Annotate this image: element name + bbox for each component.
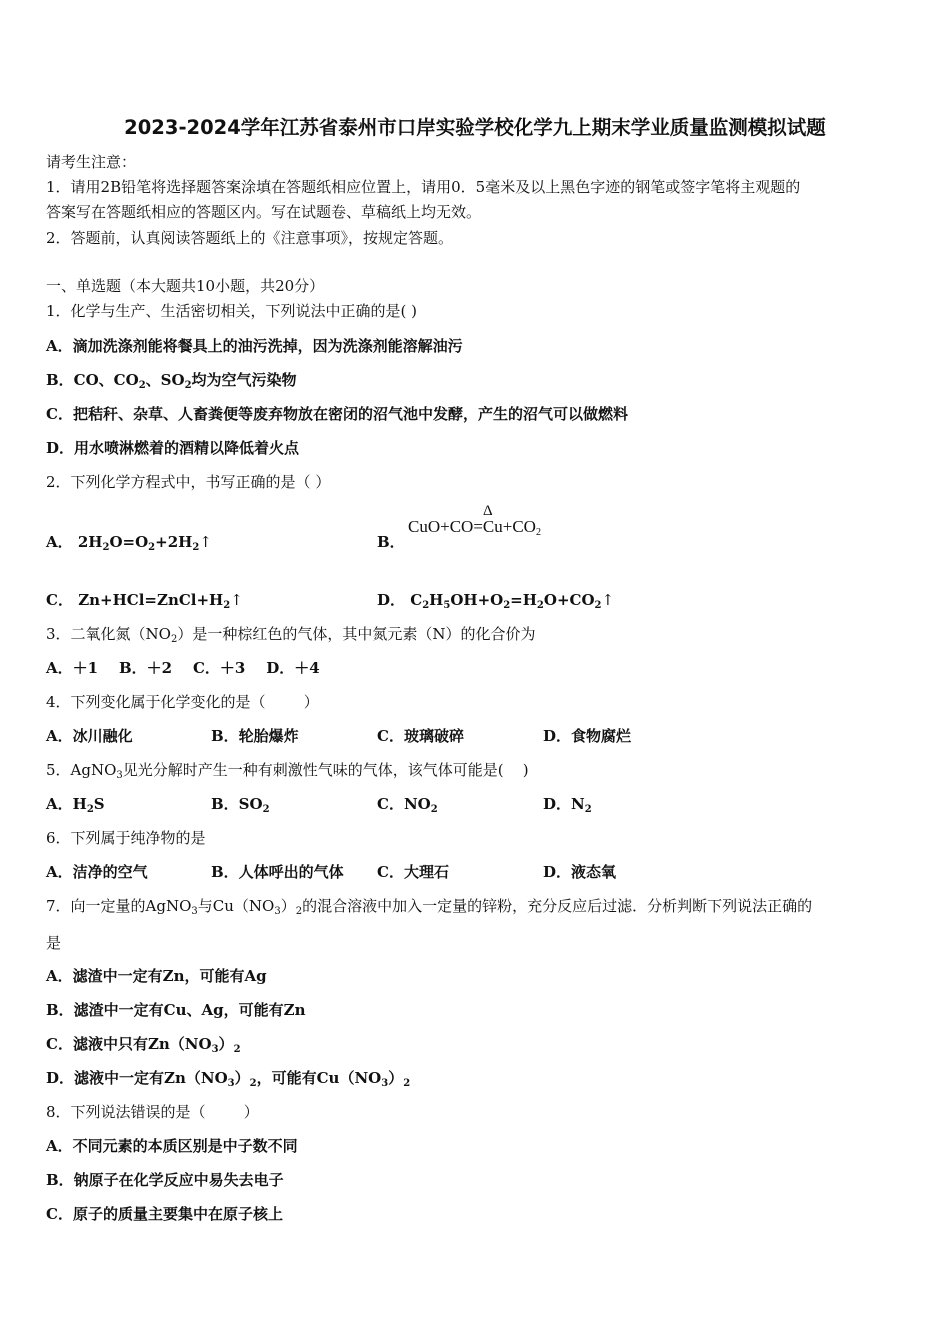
q7-stem-continued: 是 xyxy=(46,934,62,952)
q1-option-a: A．滴加洗涤剂能将餐具上的油污洗掉，因为洗涤剂能溶解油污 xyxy=(46,337,463,355)
q3-stem: 3．二氧化氮$(NO_2)$是一种棕红色的气体，其中氮元素（N）的化合价为 xyxy=(46,625,536,645)
q1-stem: 1．化学与生产、生活密切相关，下列说法中正确的是( ) xyxy=(46,302,418,320)
q2-option-b-label: B． xyxy=(377,533,405,551)
q2-option-b-equation: CuO+CO= Δ $Cu+CO_2$ xyxy=(408,503,541,538)
q2-option-d: D． $C_2H_5OH+O_2=H_2O+CO_2↑$ xyxy=(377,591,615,611)
notice-heading: 请考生注意： xyxy=(46,153,137,171)
q2-option-a: A． $2H_2O=O_2+2H_2↑$ xyxy=(46,533,212,553)
q4-option-d: D．食物腐烂 xyxy=(543,727,632,745)
notice-line-2: 答案写在答题纸相应的答题区内。写在试题卷、草稿纸上均无效。 xyxy=(46,203,482,221)
q7-option-d: D．滤液中一定有$Zn(NO_3)_2$，可能有$Cu(NO_3)_2$ xyxy=(46,1069,411,1089)
page-title: 2023-2024学年江苏省泰州市口岸实验学校化学九上期末学业质量监测模拟试题 xyxy=(124,116,826,139)
q7-option-c: C．滤液中只有$Zn(NO_3)_2$ xyxy=(46,1035,241,1055)
q1-option-b: B．CO、$CO_2$、$SO_2$均为空气污染物 xyxy=(46,371,297,391)
q8-option-a: A．不同元素的本质区别是中子数不同 xyxy=(46,1137,298,1155)
q8-option-b: B．钠原子在化学反应中易失去电子 xyxy=(46,1171,284,1189)
q1-option-c: C．把秸秆、杂草、人畜粪便等废弃物放在密闭的沼气池中发酵，产生的沼气可以做燃料 xyxy=(46,405,628,423)
q2-option-c: C． $Zn+HCl=ZnCl+H_2↑$ xyxy=(46,591,243,611)
q5-stem: 5．AgNO$_3$见光分解时产生一种有刺激性气味的气体，该气体可能是( ) xyxy=(46,761,529,781)
q7-option-b: B．滤渣中一定有Cu、Ag，可能有Zn xyxy=(46,1001,306,1019)
q8-option-c: C．原子的质量主要集中在原子核上 xyxy=(46,1205,283,1223)
q4-option-c: C．玻璃破碎 xyxy=(377,727,464,745)
q5-option-b: B．$SO_2$ xyxy=(211,795,270,815)
heat-delta-symbol: Δ xyxy=(483,503,493,519)
q7-stem: 7．向一定量的AgNO$_3$与$Cu(NO_3)_2$的混合溶液中加入一定量的锌粉，充分反应后过滤．分析判断下列说法正确的 xyxy=(46,897,813,917)
q6-option-a: A．洁净的空气 xyxy=(46,863,148,881)
q2-stem: 2．下列化学方程式中，书写正确的是（ ） xyxy=(46,473,331,491)
q3-options: A．＋1 B．＋2 C．＋3 D．＋4 xyxy=(46,659,320,677)
q4-stem: 4．下列变化属于化学变化的是（ ） xyxy=(46,693,319,711)
q1-option-d: D．用水喷淋燃着的酒精以降低着火点 xyxy=(46,439,300,457)
q6-option-d: D．液态氧 xyxy=(543,863,617,881)
q4-option-b: B．轮胎爆炸 xyxy=(211,727,299,745)
notice-line-1: 1．请用2B铅笔将选择题答案涂填在答题纸相应位置上，请用0．5毫米及以上黑色字迹的钢笔或签字笔将主观题的 xyxy=(46,178,801,196)
q5-option-c: C．$NO_2$ xyxy=(377,795,438,815)
notice-line-3: 2．答题前，认真阅读答题纸上的《注意事项》，按规定答题。 xyxy=(46,229,454,247)
q5-option-a: A．$H_2S$ xyxy=(46,795,105,815)
q6-option-b: B．人体呼出的气体 xyxy=(211,863,344,881)
q7-option-a: A．滤渣中一定有Zn，可能有Ag xyxy=(46,967,267,985)
section-heading: 一、单选题（本大题共10小题，共20分） xyxy=(46,277,325,295)
q5-option-d: D．$N_2$ xyxy=(543,795,592,815)
q8-stem: 8．下列说法错误的是（ ） xyxy=(46,1103,259,1121)
q6-stem: 6．下列属于纯净物的是 xyxy=(46,829,206,847)
q6-option-c: C．大理石 xyxy=(377,863,449,881)
q4-option-a: A．冰川融化 xyxy=(46,727,133,745)
